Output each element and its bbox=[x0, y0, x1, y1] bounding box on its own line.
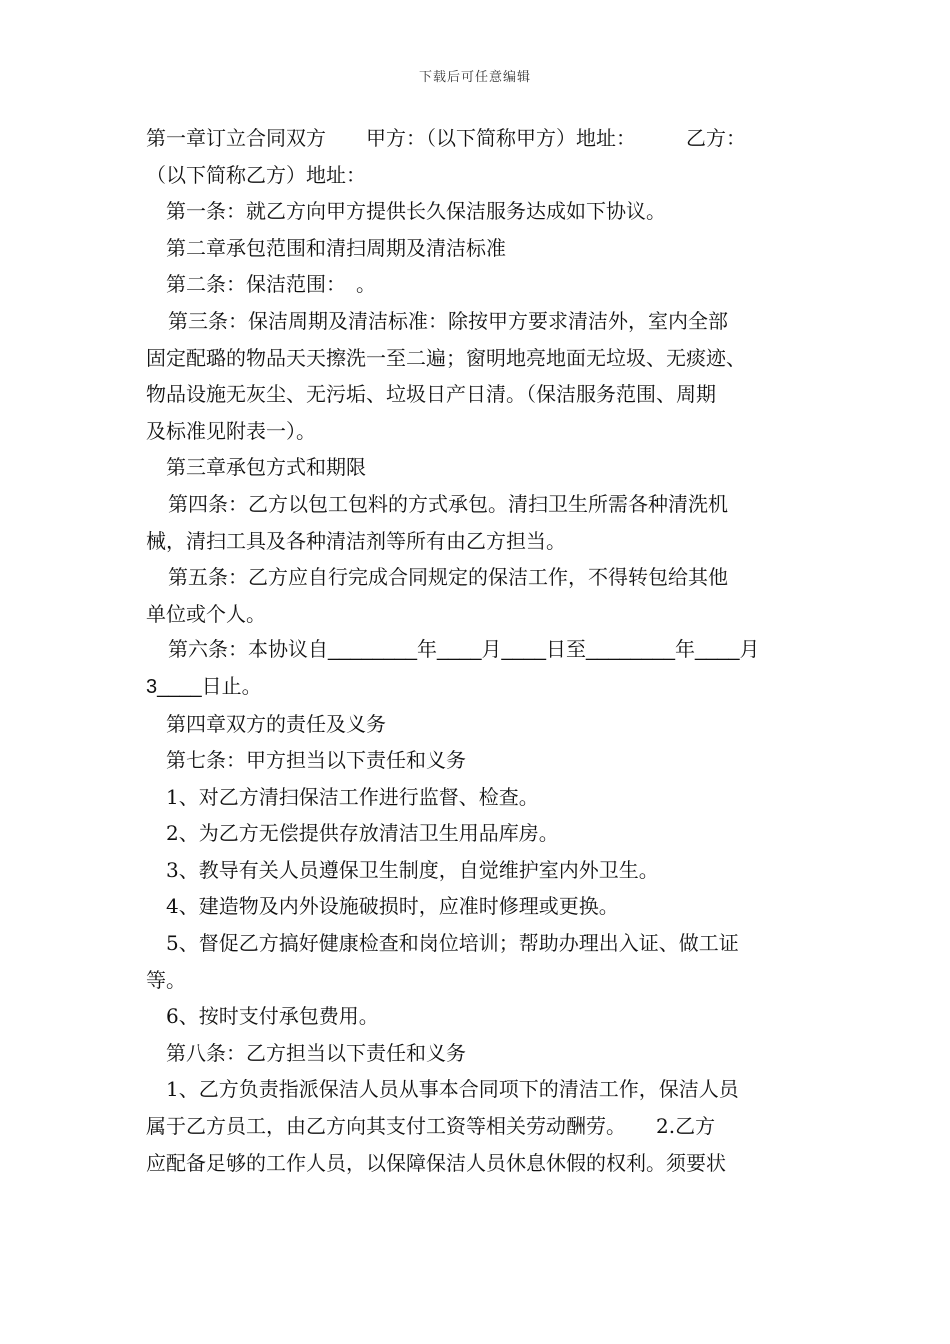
list-item-8-1-line-2: 属于乙方员工，由乙方向其支付工资等相关劳动酬劳。 2.乙方 bbox=[146, 1114, 716, 1139]
paragraph-article-1: 第一条：就乙方向甲方提供长久保洁服务达成如下协议。 bbox=[166, 199, 666, 224]
page-header-note: 下载后可任意编辑 bbox=[418, 70, 531, 85]
paragraph-article-4-line-2: 械，清扫工具及各种清洁剂等所有由乙方担当。 bbox=[146, 528, 566, 553]
paragraph-article-6-line-2: 3____日止。 bbox=[146, 675, 262, 698]
list-item-7-4: 4、建造物及内外设施破损时，应准时修理或更换。 bbox=[166, 894, 619, 919]
paragraph-article-5-line-1: 第五条：乙方应自行完成合同规定的保洁工作，不得转包给其他 bbox=[168, 565, 728, 590]
paragraph-article-3-line-4: 及标准见附表一）。 bbox=[146, 418, 316, 443]
paragraph-chapter-4: 第四章双方的责任及义务 bbox=[166, 711, 386, 736]
paragraph-article-8: 第八条：乙方担当以下责任和义务 bbox=[166, 1040, 466, 1065]
document-body bbox=[146, 120, 810, 1181]
list-item-8-2-line-1: 应配备足够的工作人员，以保障保洁人员休息休假的权利。须要状 bbox=[146, 1150, 726, 1175]
list-item-7-1: 1、对乙方清扫保洁工作进行监督、检查。 bbox=[166, 784, 539, 809]
paragraph-article-2: 第二条：保洁范围： 。 bbox=[166, 272, 376, 297]
paragraph-article-3-line-2: 固定配璐的物品天天擦洗一至二遍；窗明地亮地面无垃圾、无痰迹、 bbox=[146, 345, 746, 370]
list-item-7-6: 6、按时支付承包费用。 bbox=[166, 1004, 379, 1029]
paragraph-party-b: （以下简称乙方）地址： bbox=[146, 162, 366, 187]
paragraph-article-7: 第七条：甲方担当以下责任和义务 bbox=[166, 748, 466, 773]
list-item-8-1-line-1: 1、乙方负责指派保洁人员从事本合同项下的清洁工作，保洁人员 bbox=[166, 1077, 739, 1102]
paragraph-chapter-3: 第三章承包方式和期限 bbox=[166, 455, 366, 480]
list-item-7-3: 3、教导有关人员遵保卫生制度，自觉维护室内外卫生。 bbox=[166, 857, 659, 882]
paragraph-chapter-2: 第二章承包范围和清扫周期及清洁标准 bbox=[166, 235, 506, 260]
list-item-7-5-line-1: 5、督促乙方搞好健康检查和岗位培训；帮助办理出入证、做工证 bbox=[166, 931, 739, 956]
paragraph-article-3-line-1: 第三条：保洁周期及清洁标准：除按甲方要求清洁外，室内全部 bbox=[168, 308, 728, 333]
paragraph-article-4-line-1: 第四条：乙方以包工包料的方式承包。清扫卫生所需各种清洗机 bbox=[168, 491, 728, 516]
paragraph-article-3-line-3: 物品设施无灰尘、无污垢、垃圾日产日清。（保洁服务范围、周期 bbox=[146, 382, 716, 407]
paragraph-article-5-line-2: 单位或个人。 bbox=[146, 601, 266, 626]
list-item-7-2: 2、为乙方无偿提供存放清洁卫生用品库房。 bbox=[166, 821, 559, 846]
list-item-7-5-line-2: 等。 bbox=[146, 967, 186, 992]
paragraph-chapter-1: 第一章订立合同双方 甲方：（以下简称甲方）地址： 乙方： bbox=[146, 126, 746, 150]
paragraph-article-6-line-1: 第六条：本协议自________年____月____日至________年____月 bbox=[168, 639, 760, 662]
